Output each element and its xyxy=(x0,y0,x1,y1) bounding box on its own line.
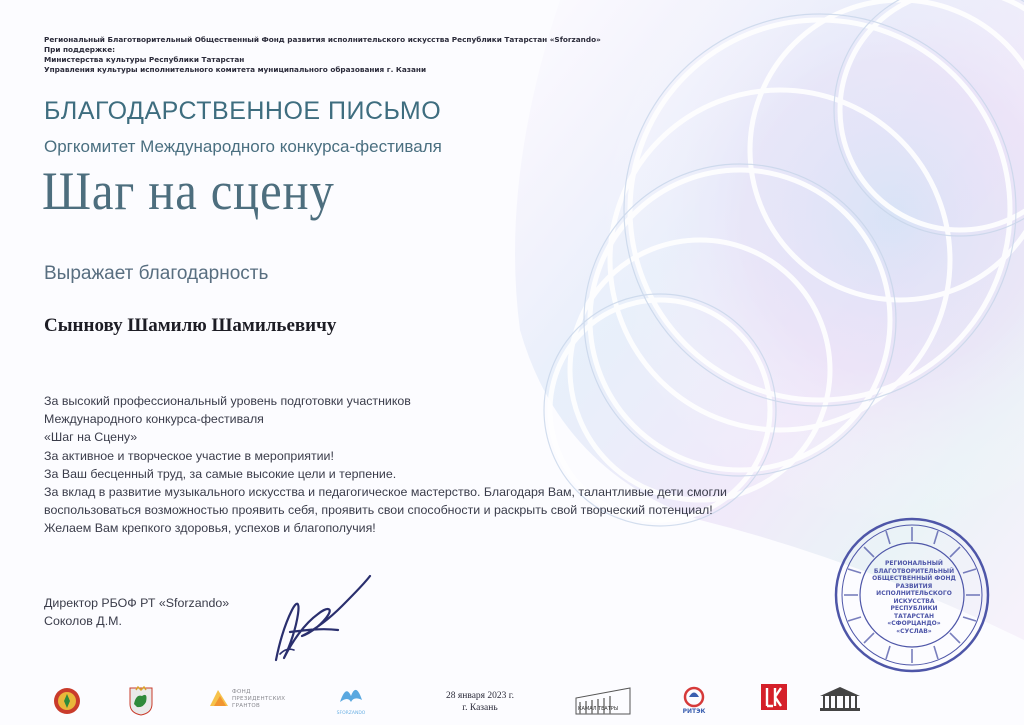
stamp-line: ИСКУССТВА xyxy=(893,597,935,605)
ritek-logo-text: РИТЭК xyxy=(682,708,706,715)
fond-line: ГРАНТОВ xyxy=(232,702,261,709)
body-line: Международного конкурса-фестиваля xyxy=(44,412,264,427)
gratitude-body xyxy=(44,392,904,538)
body-line: Желаем Вам крепкого здоровья, успехов и благополучия! xyxy=(44,521,376,536)
support-label: При поддержке: xyxy=(44,45,116,54)
presidential-grants-label xyxy=(232,689,285,709)
body-line: «Шаг на Сцену» xyxy=(44,430,138,445)
document-title: БЛАГОДАРСТВЕННОЕ ПИСЬМО xyxy=(44,97,442,125)
presidential-grants-logo-icon xyxy=(208,688,230,708)
stamp-line: БЛАГОТВОРИТЕЛЬНЫЙ xyxy=(873,567,955,575)
kamal-theatre-logo-icon xyxy=(572,686,634,716)
organizer-line: Региональный Благотворительный Общественный Фонд развития исполнительского искусства Республики Татарстан «Sforzando» xyxy=(44,35,601,44)
body-line: За активное и творческое участие в мероприятии! xyxy=(44,448,334,463)
body-line: За Ваш бесценный труд, за самые высокие цели и терпение. xyxy=(44,466,397,481)
stamp-line: «СУСЛАВ» xyxy=(896,627,932,635)
stamp-line: ИСПОЛНИТЕЛЬСКОГО xyxy=(876,590,952,597)
stamp-line: РЕСПУБЛИКИ ТАТАРСТАН xyxy=(890,605,938,620)
document-subtitle: Оргкомитет Международного конкурса-фестиваля xyxy=(44,137,442,156)
event-name: Шаг на сцену xyxy=(42,161,335,221)
director-position: Директор РБОФ РТ «Sforzando» xyxy=(44,596,230,610)
issue-date: 28 января 2023 г. xyxy=(446,691,514,701)
body-line: воспользоваться возможностью проявить себя, проявить свои способности и раскрыть свой творческий потенциал! xyxy=(44,503,713,518)
ritek-logo-icon xyxy=(676,686,712,716)
stamp-text xyxy=(872,560,956,635)
body-line: За высокий профессиональный уровень подготовки участников xyxy=(44,394,411,408)
tatarstan-emblem-icon xyxy=(52,686,82,716)
director-name: Соколов Д.М. xyxy=(44,614,122,628)
fond-line: ПРЕЗИДЕНТСКИХ xyxy=(232,695,286,702)
department-line: Управления культуры исполнительного комитета муниципального образования г. Казани xyxy=(44,65,427,74)
kamal-logo-text: КАМАЛ ТЕАТРЫ xyxy=(578,706,619,712)
issue-city: г. Казань xyxy=(462,703,498,713)
organizer-header xyxy=(44,35,601,75)
handwritten-signature xyxy=(262,570,382,670)
theatre-building-logo-icon xyxy=(816,684,864,714)
stamp-line: «СФОРЦАНДО» xyxy=(887,620,941,627)
sforzando-bird-logo-icon xyxy=(334,680,368,716)
expresses-gratitude: Выражает благодарность xyxy=(44,263,269,284)
kazan-coat-of-arms-icon xyxy=(126,684,156,716)
director-block xyxy=(44,594,229,630)
fond-line: ФОНД xyxy=(232,689,251,695)
stamp-line: РЕГИОНАЛЬНЫЙ xyxy=(885,560,943,567)
lukoil-logo-icon xyxy=(760,683,788,711)
stamp-line: ОБЩЕСТВЕННЫЙ ФОНД xyxy=(872,575,956,582)
recipient-name: Сыннову Шамилю Шамильевичу xyxy=(44,315,337,336)
stamp-line: РАЗВИТИЯ xyxy=(895,582,933,590)
date-place xyxy=(430,690,530,714)
ministry-line: Министерства культуры Республики Татарстан xyxy=(44,55,245,64)
sforzando-logo-text: SFORZANDO xyxy=(336,711,366,716)
body-line: За вклад в развитие музыкального искусства и педагогическое мастерство. Благодаря Вам, талантливые дети смогли xyxy=(44,485,727,500)
